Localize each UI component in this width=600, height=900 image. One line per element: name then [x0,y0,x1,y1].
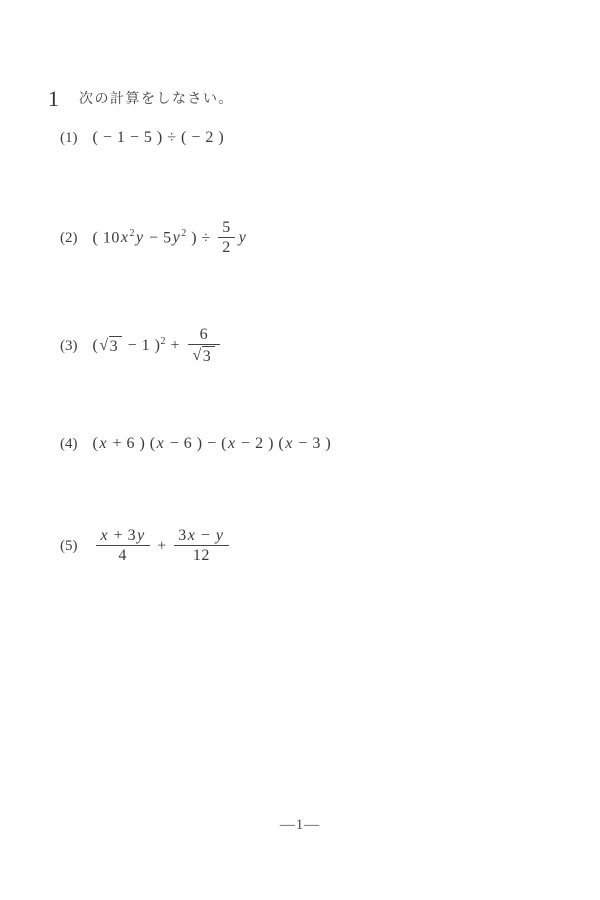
fraction-numerator [174,528,228,545]
math-text: + 3 [109,527,137,544]
math-text: − 5 [144,229,172,247]
radicand [109,336,123,356]
math-variable: y [215,527,224,544]
problem-expression [93,220,248,257]
section-number: 1 [48,86,59,111]
fraction-numerator [196,327,213,344]
section-heading [48,86,234,112]
math-text: 3 [109,338,119,356]
page-footer [0,817,600,834]
fraction-denominator [96,545,150,565]
math-text: 6 [199,326,209,343]
math-fraction [188,327,221,366]
problem-label: (3) [60,338,78,355]
math-fraction [174,528,228,565]
math-text: 12 [192,546,210,564]
math-text: 3 [178,527,187,544]
math-variable: x [187,527,196,544]
math-text: − 3 ) [293,435,332,452]
problem-row [60,127,224,149]
math-text: ( [92,435,99,452]
math-text: + [165,337,185,355]
fraction-denominator [188,344,221,366]
math-text: + [152,537,172,555]
problem-expression [93,528,232,565]
math-text: − 1 ) [123,337,161,355]
math-superscript: 2 [181,227,187,239]
math-variable: x [120,229,129,247]
math-superscript: 2 [129,227,135,239]
problem-label: (5) [60,538,78,555]
math-variable: x [227,435,236,452]
math-variable: y [137,527,145,544]
fraction-denominator [218,237,235,257]
math-text: − [196,527,215,544]
fraction-numerator [218,220,235,237]
math-text: ( − 1 − 5 ) ÷ ( − 2 ) [92,129,225,146]
math-variable: y [135,229,144,247]
math-fraction [96,528,150,565]
math-text: 3 [202,347,212,365]
math-text: − 2 ) ( [236,435,285,452]
problem-label: (2) [60,230,78,247]
math-text: ( [92,337,99,355]
problem-row [60,220,247,257]
math-fraction [218,220,235,257]
problem-label: (4) [60,436,78,452]
problem-expression [93,327,224,366]
math-text: ) ÷ [186,229,216,247]
problem-expression [93,127,225,148]
math-variable: y [172,229,181,247]
problem-row [60,433,331,455]
math-text: ( 10 [92,229,120,247]
section-instruction: 次の計算をしなさい。 [79,92,234,107]
math-variable: y [238,229,247,247]
math-text: − 6 ) − ( [165,435,227,452]
math-text: 2 [222,238,231,256]
math-text: 5 [222,219,231,236]
math-sqrt [193,346,216,366]
radicand [202,346,216,366]
problem-expression [93,433,332,454]
math-variable: x [156,435,165,452]
radical-icon: √ [99,337,109,355]
math-sqrt [99,336,122,356]
radical-icon: √ [192,346,202,364]
fraction-denominator [174,545,228,565]
fraction-numerator [96,528,150,545]
math-text: 4 [118,546,127,564]
math-text: + 6 ) ( [107,435,156,452]
problem-row [60,528,232,565]
page-number: —1— [279,817,321,833]
math-superscript: 2 [160,335,166,347]
math-variable: x [100,527,109,544]
math-variable: x [285,435,293,452]
problem-label: (1) [60,130,78,146]
math-variable: x [99,435,107,452]
problem-row [60,327,223,366]
